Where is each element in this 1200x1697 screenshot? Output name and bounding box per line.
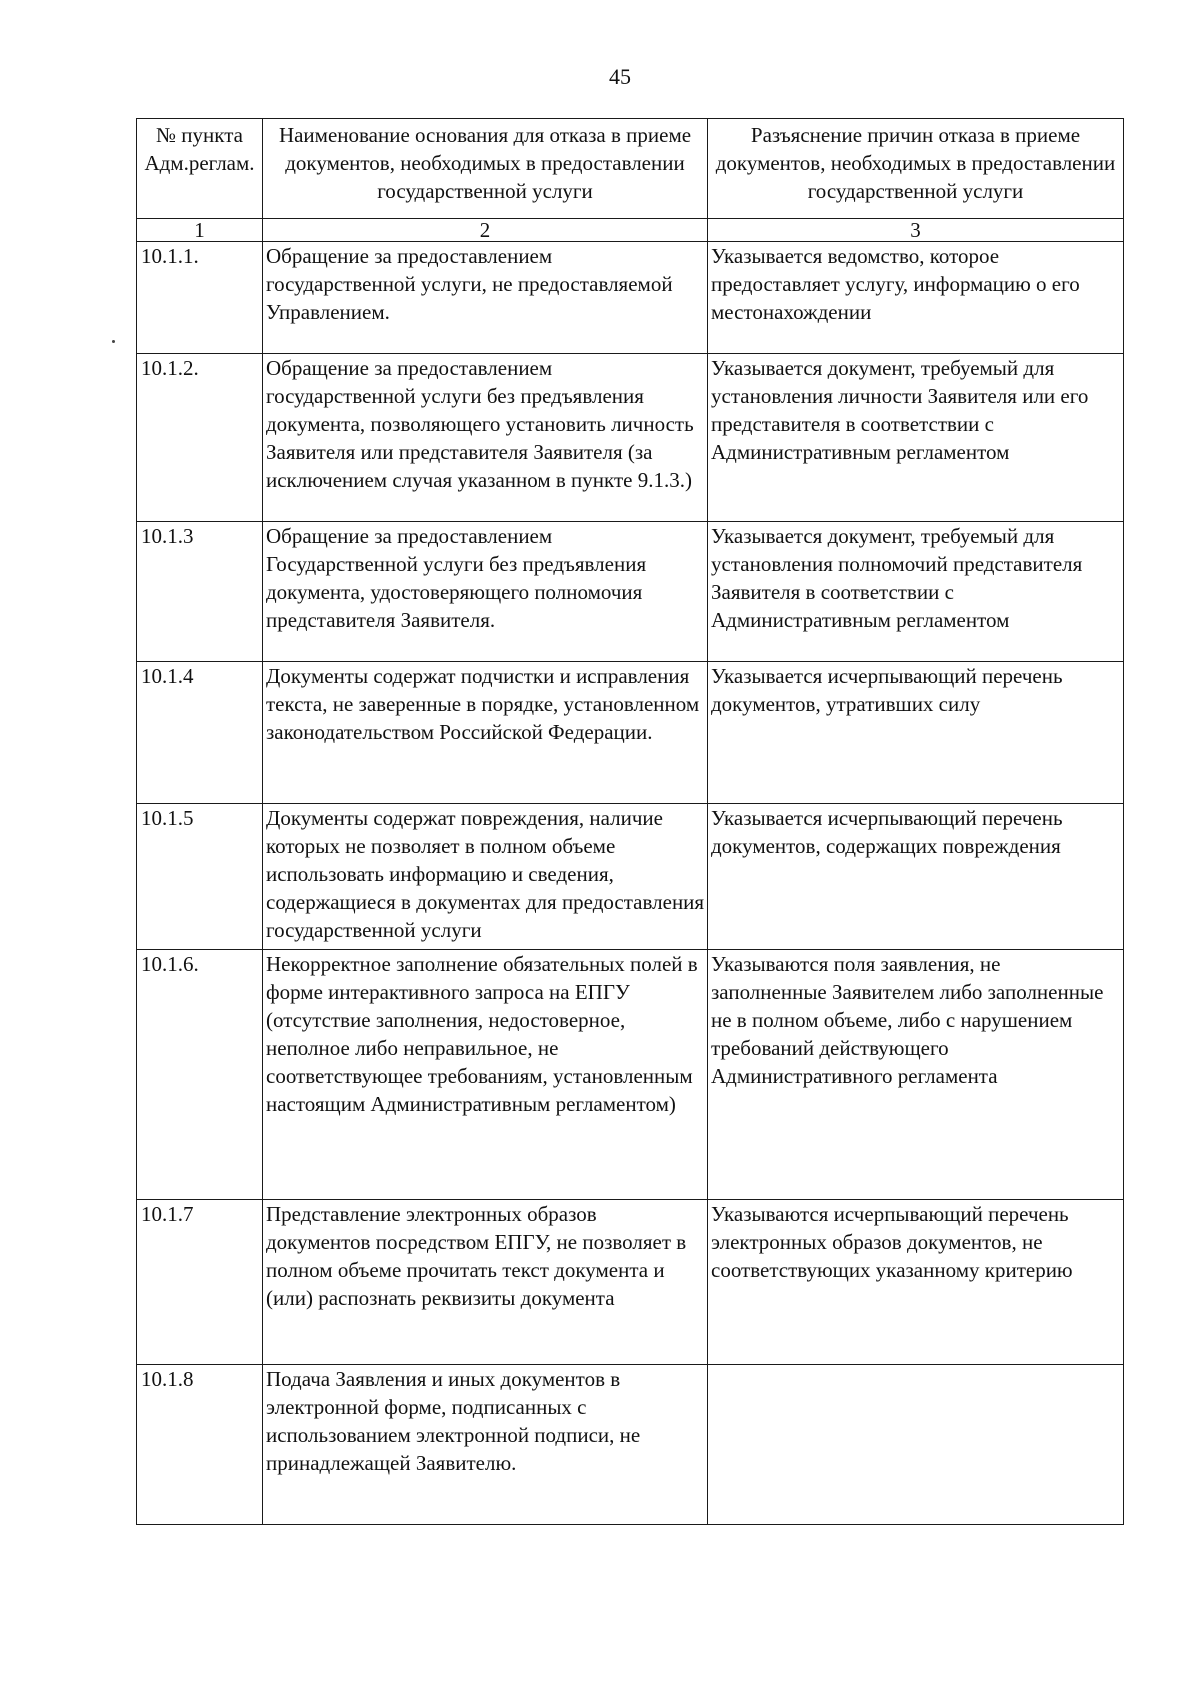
refusal-basis: Некорректное заполнение обязательных полей в форме интерактивного запроса на ЕПГУ (отсутствие заполнения, недостоверное, неполное либо неправильное, не соответствующее требованиям, установленным настоящим Административным регламентом) xyxy=(263,950,708,1200)
table-row xyxy=(137,950,1124,1200)
header-refusal-basis: Наименование основания для отказа в приеме документов, необходимых в предоставлении государственной услуги xyxy=(263,119,708,219)
refusal-explanation: Указывается исчерпывающий перечень документов, утративших силу xyxy=(708,662,1124,804)
table-row xyxy=(137,1365,1124,1525)
column-number: 1 xyxy=(137,219,263,242)
row-number: 10.1.2. xyxy=(137,354,263,522)
refusal-grounds-table xyxy=(136,118,1124,1525)
row-number: 10.1.6. xyxy=(137,950,263,1200)
refusal-basis: Обращение за предоставлением государственной услуги без предъявления документа, позволяющего установить личность Заявителя или представителя Заявителя (за исключением случая указанном в пункте 9.1.3.) xyxy=(263,354,708,522)
header-refusal-explanation: Разъяснение причин отказа в приеме документов, необходимых в предоставлении государственной услуги xyxy=(708,119,1124,219)
table-row xyxy=(137,354,1124,522)
row-number: 10.1.1. xyxy=(137,242,263,354)
refusal-explanation: Указывается документ, требуемый для установления личности Заявителя или его представителя в соответствии с Административным регламентом xyxy=(708,354,1124,522)
column-number-row xyxy=(137,219,1124,242)
header-item-number: № пункта Адм.реглам. xyxy=(137,119,263,219)
refusal-basis: Подача Заявления и иных документов в электронной форме, подписанных с использованием электронной подписи, не принадлежащей Заявителю. xyxy=(263,1365,708,1525)
row-number: 10.1.7 xyxy=(137,1200,263,1365)
table-row xyxy=(137,242,1124,354)
column-number: 2 xyxy=(263,219,708,242)
table-row xyxy=(137,522,1124,662)
refusal-explanation: Указываются исчерпывающий перечень электронных образов документов, не соответствующих указанному критерию xyxy=(708,1200,1124,1365)
refusal-basis: Документы содержат повреждения, наличие которых не позволяет в полном объеме использовать информацию и сведения, содержащиеся в документах для предоставления государственной услуги xyxy=(263,804,708,950)
refusal-explanation: Указываются поля заявления, не заполненные Заявителем либо заполненные не в полном объеме, либо с нарушением требований действующего Административного регламента xyxy=(708,950,1124,1200)
table-header-row xyxy=(137,119,1124,219)
row-number: 10.1.5 xyxy=(137,804,263,950)
row-number: 10.1.4 xyxy=(137,662,263,804)
refusal-explanation xyxy=(708,1365,1124,1525)
row-number: 10.1.8 xyxy=(137,1365,263,1525)
table-row xyxy=(137,1200,1124,1365)
scan-dot-mark xyxy=(112,340,115,343)
refusal-explanation: Указывается документ, требуемый для установления полномочий представителя Заявителя в соответствии с Административным регламентом xyxy=(708,522,1124,662)
page-number: 45 xyxy=(609,64,631,89)
refusal-explanation: Указывается ведомство, которое предоставляет услугу, информацию о его местонахождении xyxy=(708,242,1124,354)
refusal-basis: Обращение за предоставлением Государственной услуги без предъявления документа, удостоверяющего полномочия представителя Заявителя. xyxy=(263,522,708,662)
refusal-basis: Представление электронных образов документов посредством ЕПГУ, не позволяет в полном объеме прочитать текст документа и (или) распознать реквизиты документа xyxy=(263,1200,708,1365)
refusal-basis: Документы содержат подчистки и исправления текста, не заверенные в порядке, установленном законодательством Российской Федерации. xyxy=(263,662,708,804)
row-number: 10.1.3 xyxy=(137,522,263,662)
refusal-explanation: Указывается исчерпывающий перечень документов, содержащих повреждения xyxy=(708,804,1124,950)
table-row xyxy=(137,804,1124,950)
table-row xyxy=(137,662,1124,804)
refusal-basis: Обращение за предоставлением государственной услуги, не предоставляемой Управлением. xyxy=(263,242,708,354)
column-number: 3 xyxy=(708,219,1124,242)
